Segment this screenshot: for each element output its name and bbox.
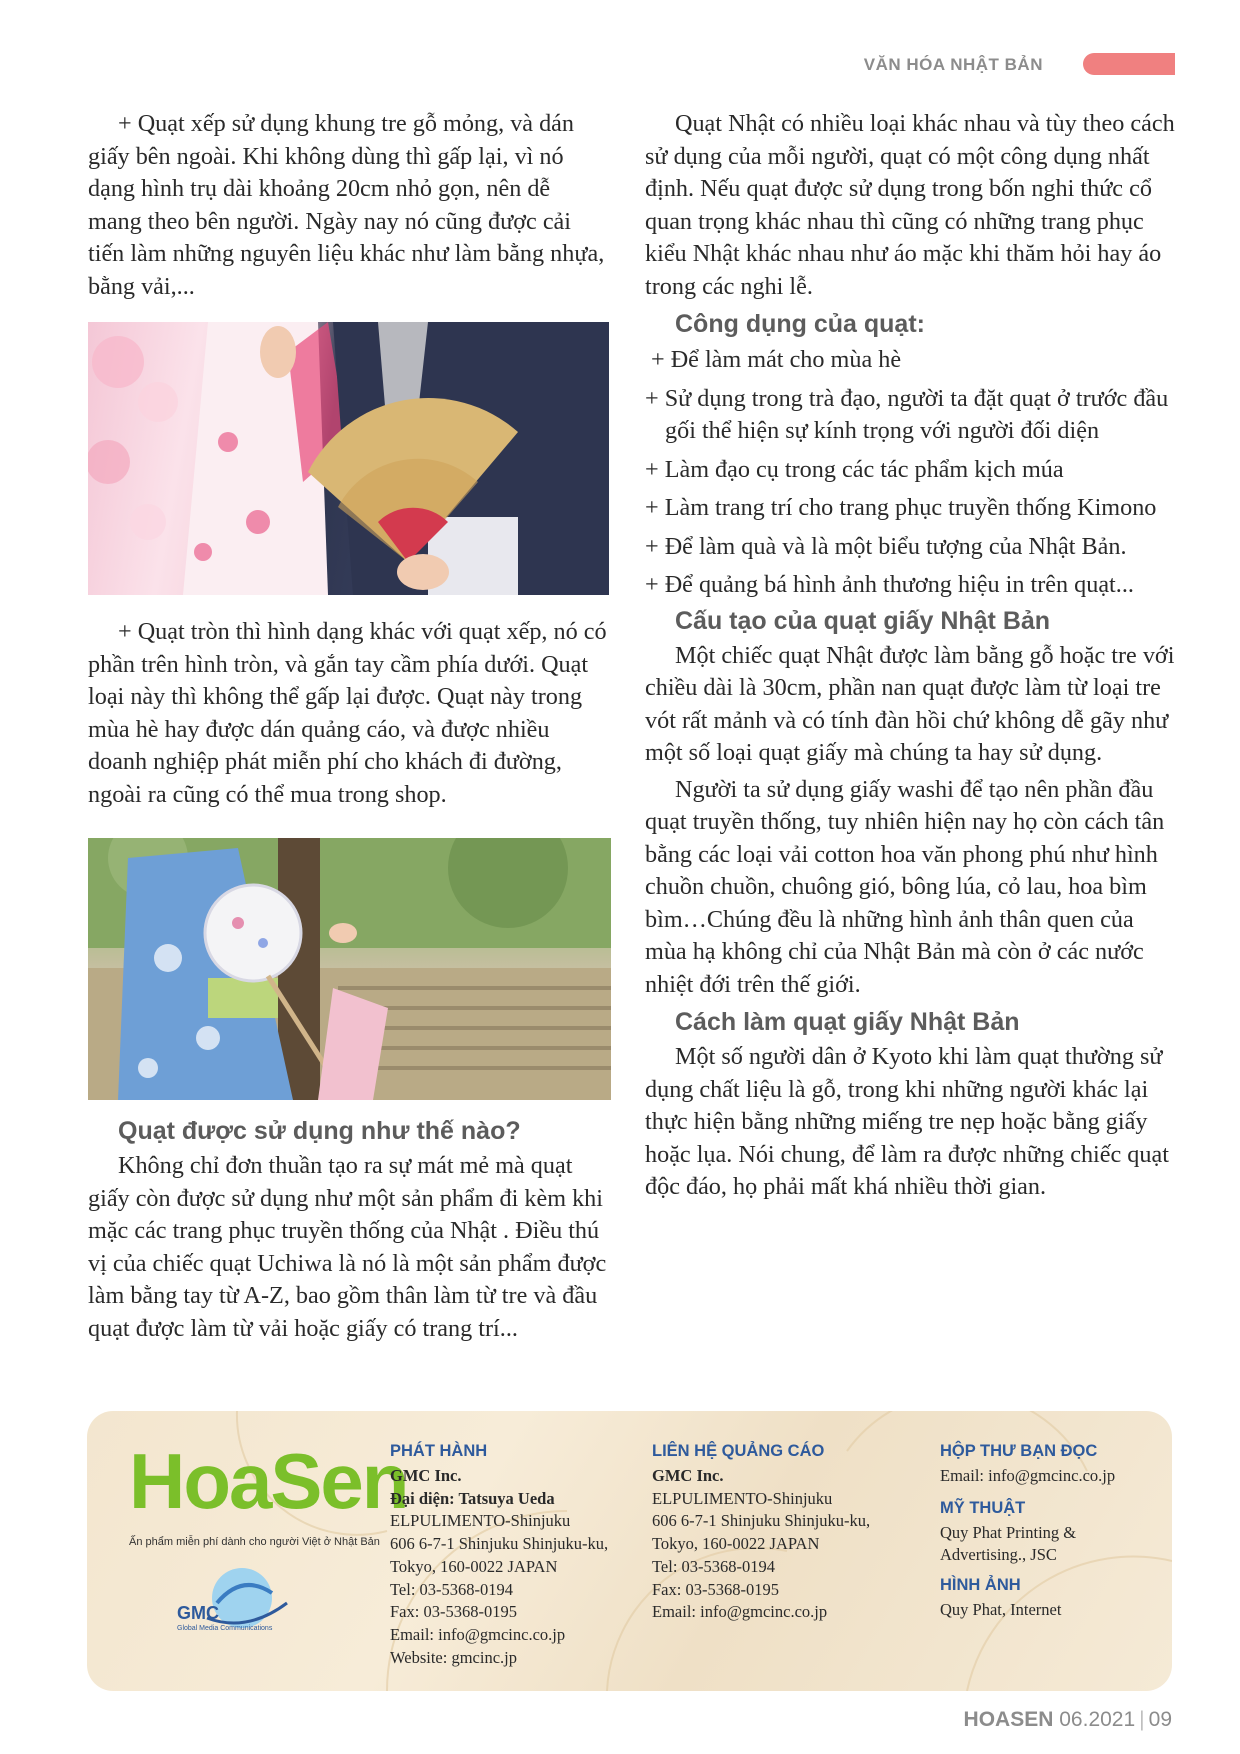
- left-column-top: [88, 108, 608, 303]
- right-column: [645, 108, 1175, 1204]
- art-line: Advertising., JSC: [940, 1545, 1057, 1565]
- intro-paragraph: Quạt Nhật có nhiều loại khác nhau và tùy theo cách sử dụng của mỗi người, quạt có một công dụng nhất định. Nếu quạt được sử dụng trong bốn nghi thức cổ quan trọng khác nhau thì cũng có những trang phục kiểu Nhật khác nhau như áo mặc khi thăm hỏi hay áo trong các nghi lễ.: [645, 110, 1175, 300]
- mailbox-email: Email: info@gmcinc.co.jp: [940, 1466, 1116, 1485]
- round-fan-paragraph: + Quạt tròn thì hình dạng khác với quạt xếp, nó có phần trên hình tròn, và gắn tay cầm phía dưới. Quạt loại này thì không thể gấp lại được. Quạt này trong mùa hè hay được dán quảng cáo, và được nhiều doanh nghiệp phát miễn phí cho khách đi đường, ngoài ra cũng có thể mua trong shop.: [88, 618, 607, 808]
- advertising-line: Fax: 03-5368-0195: [652, 1579, 779, 1599]
- publisher-line: Website: gmcinc.jp: [390, 1647, 517, 1667]
- heading-how-used: Quạt được sử dụng như thế nào?: [118, 1117, 521, 1145]
- publisher-block: [390, 1439, 608, 1669]
- publisher-company: GMC Inc.: [390, 1466, 462, 1485]
- logo-tagline: Ấn phẩm miễn phí dành cho người Việt ở Nhật Bản: [129, 1536, 380, 1548]
- usage-paragraph: Không chỉ đơn thuần tạo ra sự mát mẻ mà quạt giấy còn được sử dụng như một sản phẩm đi kèm khi mặc các trang phục truyền thống của Nhật . Điều thú vị của chiếc quạt Uchiwa là nó là một sản phẩm được làm bằng tay từ A-Z, bao gồm thân làm từ tre và đầu quạt được làm từ vải hoặc giấy có trang trí...: [88, 1152, 607, 1342]
- photo-couple-illustration: [88, 322, 609, 595]
- uses-item: + Làm trang trí cho trang phục truyền thống Kimono: [645, 494, 1157, 521]
- uses-item: + Để làm quà và là một biểu tượng của Nhật Bản.: [645, 532, 1127, 560]
- publisher-line: 606 6-7-1 Shinjuku Shinjuku-ku,: [390, 1534, 609, 1554]
- advertising-title: LIÊN HỆ QUẢNG CÁO: [652, 1442, 825, 1460]
- left-column-bottom: [88, 1114, 608, 1345]
- making-paragraph: Một số người dân ở Kyoto khi làm quạt thường sử dụng chất liệu là gỗ, trong khi những người khác lại thực hiện bằng những miếng tre nẹp hoặc bằng giấy hoặc lụa. Nói chung, để làm ra được những chiếc quạt độc đáo, họ phải mất khá nhiều thời gian.: [645, 1043, 1169, 1200]
- publisher-representative: Đại diện: Tatsuya Ueda: [390, 1488, 555, 1508]
- advertising-company: GMC Inc.: [652, 1466, 724, 1485]
- section-label: VĂN HÓA NHẬT BẢN: [863, 55, 1043, 74]
- reader-mailbox-block: [940, 1439, 1115, 1622]
- mailbox-title: HỘP THƯ BẠN ĐỌC: [940, 1442, 1098, 1460]
- advertising-line: Tel: 03-5368-0194: [652, 1556, 776, 1576]
- publisher-line: Email: info@gmcinc.co.jp: [390, 1624, 566, 1644]
- publisher-title: PHÁT HÀNH: [390, 1442, 488, 1460]
- washi-paragraph: Người ta sử dụng giấy washi để tạo nên phần đầu quạt truyền thống, tuy nhiên hiện nay họ còn cách tân bằng các loại vải cotton hoa văn phong phú như hình chuồn chuồn, chuông gió, bông lúa, cỏ lau, hoa bìm bìm…Chúng đều là những hình ảnh thân quen của mùa hạ không chỉ của Nhật Bản mà còn ở các nước nhiệt đới trên thế giới.: [645, 775, 1165, 998]
- section-accent-bar: [1083, 53, 1175, 75]
- gmc-subtitle: Global Media Communications: [177, 1625, 273, 1632]
- publisher-line: Tel: 03-5368-0194: [390, 1579, 514, 1599]
- photo-credit-line: Quy Phat, Internet: [940, 1600, 1062, 1620]
- advertising-line: Tokyo, 160-0022 JAPAN: [652, 1534, 820, 1554]
- uses-item: + Làm đạo cụ trong các tác phẩm kịch múa: [645, 455, 1064, 483]
- photo-girl-illustration: [88, 838, 611, 1100]
- structure-paragraph: Một chiếc quạt Nhật được làm bằng gỗ hoặc tre với chiều dài là 30cm, phần nan quạt được làm từ loại tre vót rất mảnh và có tính đàn hồi chứ không dễ gãy như một số loại quạt giấy mà chúng ta hay sử dụng.: [645, 641, 1175, 766]
- photo-couple-folding-fan: [88, 322, 609, 595]
- uses-list: [645, 344, 1175, 602]
- folio-separator: |: [1139, 1708, 1145, 1731]
- photo-credit-title: HÌNH ẢNH: [940, 1576, 1021, 1595]
- heading-uses: Công dụng của quạt:: [675, 310, 925, 338]
- masthead-box: [87, 1411, 1172, 1691]
- heading-making: Cách làm quạt giấy Nhật Bản: [675, 1008, 1020, 1036]
- left-column-middle: [88, 616, 608, 811]
- publisher-line: Fax: 03-5368-0195: [390, 1602, 517, 1622]
- art-line: Quy Phat Printing &: [940, 1522, 1077, 1542]
- advertising-line: 606 6-7-1 Shinjuku Shinjuku-ku,: [652, 1511, 871, 1531]
- publisher-line: ELPULIMENTO-Shinjuku: [390, 1511, 571, 1531]
- publisher-line: Tokyo, 160-0022 JAPAN: [390, 1556, 558, 1576]
- folio-page-number: 09: [1148, 1708, 1172, 1731]
- art-title: MỸ THUẬT: [940, 1498, 1026, 1517]
- photo-girl-round-fan: [88, 838, 611, 1100]
- uses-item: + Sử dụng trong trà đạo, người ta đặt quạt ở trước đầu gối thể hiện sự kính trọng với người đối diện: [645, 384, 1169, 444]
- folio-issue: 06.2021: [1059, 1708, 1136, 1731]
- advertising-block: [652, 1439, 870, 1624]
- hoasen-logo: HoaSen: [129, 1437, 408, 1525]
- gmc-logo-text: GMC: [177, 1603, 219, 1623]
- advertising-line: ELPULIMENTO-Shinjuku: [652, 1488, 833, 1508]
- heading-structure: Cấu tạo của quạt giấy Nhật Bản: [675, 606, 1051, 635]
- page-folio: [964, 1708, 1172, 1732]
- uses-item: + Để quảng bá hình ảnh thương hiệu in trên quạt...: [645, 571, 1134, 598]
- folio-magazine: HOASEN: [963, 1708, 1054, 1731]
- advertising-line: Email: info@gmcinc.co.jp: [652, 1602, 828, 1622]
- folding-fan-paragraph: + Quạt xếp sử dụng khung tre gỗ mỏng, và dán giấy bên ngoài. Khi không dùng thì gấp lại, vì nó dạng hình trụ dài khoảng 20cm nhỏ gọn, nên dễ mang theo bên người. Ngày nay nó cũng được cải tiến làm những nguyên liệu khác như làm bằng nhựa, bằng vải,...: [88, 110, 605, 300]
- uses-item: + Để làm mát cho mùa hè: [651, 346, 902, 373]
